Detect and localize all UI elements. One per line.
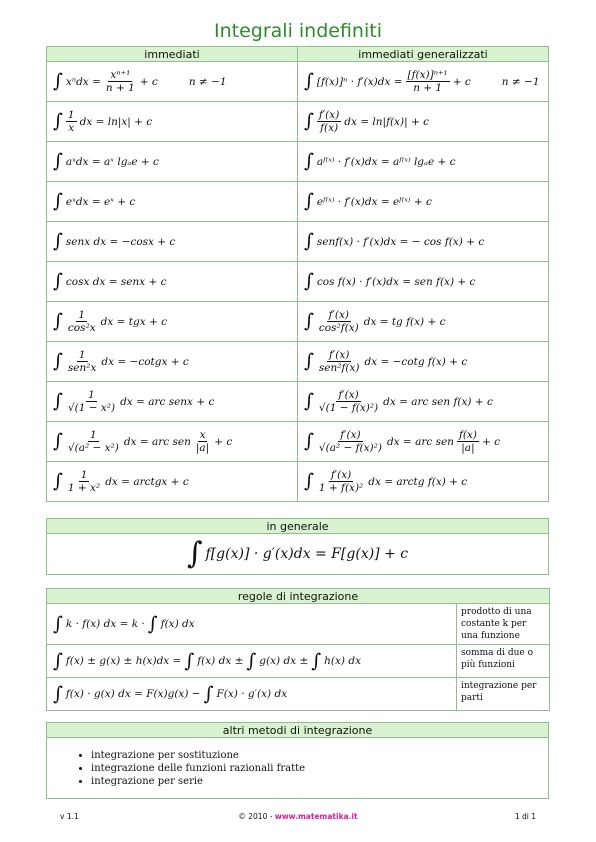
rule-part-3: g(x) dx ± [259, 655, 309, 667]
header-rules: regole di integrazione [47, 589, 550, 604]
formula-cell-left [47, 262, 298, 302]
formula-cell-right [298, 302, 549, 342]
header-immediate: immediati [47, 47, 298, 62]
integral-sign-icon: ∫ [53, 310, 63, 332]
header-other: altri metodi di integrazione [47, 723, 549, 738]
left-denominator: cos²x [67, 322, 96, 334]
right-numerator: f′(x) [338, 389, 359, 401]
table-row [47, 462, 549, 502]
left-rhs: dx = −cotgx + c [101, 355, 189, 368]
integral-sign-icon: ∫ [203, 682, 214, 705]
other-methods-list [47, 749, 548, 788]
left-denominator: √(1 − x²) [67, 402, 116, 414]
integral-sign-icon: ∫ [304, 310, 314, 332]
formula-cell-left [47, 302, 298, 342]
formula-cell-right [298, 182, 549, 222]
rule-formula-cell [47, 678, 457, 711]
right-fraction [317, 389, 380, 414]
left-formula [53, 349, 291, 374]
left-denominator: n + 1 [105, 82, 135, 94]
formula-cell-left [47, 102, 298, 142]
formula-cell-left [47, 462, 298, 502]
table-row [47, 222, 549, 262]
right-lhs: [f(x)]ⁿ · f′(x)dx = [316, 75, 403, 88]
left-expression: cosx dx = senx + c [65, 275, 167, 288]
left-fraction [104, 69, 137, 94]
integral-sign-icon: ∫ [53, 430, 63, 452]
right-denominator: 1 + f(x)² [318, 482, 364, 494]
right-numerator: f′(x) [330, 469, 352, 481]
list-item: • integrazione delle funzioni razionali fratte [91, 762, 548, 775]
right-formula [304, 349, 542, 374]
list-item: • integrazione per serie [91, 775, 548, 788]
footer-page: 1 di 1 [514, 812, 536, 821]
right-numerator: f′(x) [340, 429, 361, 441]
integral-sign-icon: ∫ [53, 470, 63, 492]
left-fraction [66, 469, 102, 494]
right-formula [304, 192, 542, 211]
left-numerator: 1 [88, 389, 95, 401]
right-rhs: dx = arctg f(x) + c [368, 475, 468, 488]
general-formula [47, 534, 549, 575]
formula-cell-left [47, 62, 298, 102]
left-numerator: 1 [78, 309, 86, 321]
right-formula [304, 152, 542, 171]
left-formula [53, 389, 291, 414]
rule-formula [53, 682, 450, 705]
rule-part-1: f(x) · g(x) dx = F(x)g(x) − [65, 688, 201, 700]
right-condition: n ≠ −1 [501, 75, 540, 88]
integral-sign-icon: ∫ [53, 230, 63, 252]
table-row [47, 382, 549, 422]
formula-cell-right [298, 262, 549, 302]
general-rule-table [46, 518, 549, 575]
right-denominator: sen²f(x) [318, 362, 360, 374]
right-formula [304, 109, 542, 134]
integral-sign-icon: ∫ [304, 270, 314, 292]
left-second-numerator: x [199, 429, 206, 441]
integral-sign-icon: ∫ [304, 150, 314, 172]
right-formula [304, 272, 542, 291]
right-formula [304, 429, 542, 454]
formula-cell-left [47, 222, 298, 262]
integral-sign-icon: ∫ [53, 649, 63, 672]
left-formula [53, 469, 291, 494]
left-rhs: dx = arc senx + c [120, 395, 215, 408]
left-formula [53, 109, 291, 134]
header-generalized: immediati generalizzati [298, 47, 549, 62]
left-fraction [66, 389, 117, 414]
right-expression: aᶠ⁽ˣ⁾ · f′(x)dx = aᶠ⁽ˣ⁾ lgₐe + c [316, 155, 456, 168]
rule-description: somma di due o più funzioni [457, 645, 550, 678]
left-rhs: + c [139, 75, 158, 88]
integral-sign-icon: ∫ [304, 430, 314, 452]
header-general: in generale [47, 519, 549, 534]
formula-cell-left [47, 142, 298, 182]
rule-part-2: f(x) dx ± [197, 655, 244, 667]
left-numerator: 1 [67, 109, 75, 121]
left-formula [53, 69, 291, 94]
integral-sign-icon: ∫ [53, 110, 63, 132]
integral-sign-icon: ∫ [311, 649, 322, 672]
formula-cell-right [298, 342, 549, 382]
left-numerator: 1 [80, 469, 88, 481]
left-middle: dx = arc sen [123, 435, 191, 448]
table-row [47, 342, 549, 382]
integral-sign-icon: ∫ [53, 70, 63, 92]
right-fraction [406, 69, 450, 94]
integral-sign-icon: ∫ [53, 150, 63, 172]
left-expression: aˣdx = aˣ lgₐe + c [65, 155, 159, 168]
list-item: • integrazione per sostituzione [91, 749, 548, 762]
right-fraction [317, 109, 341, 134]
formula-cell-left [47, 182, 298, 222]
page-title: Integrali indefiniti [214, 20, 382, 42]
left-rhs: dx = ln|x| + c [79, 115, 153, 128]
left-expression: eˣdx = eˣ + c [65, 195, 136, 208]
table-row [47, 262, 549, 302]
rule-description: prodotto di una costante k per una funzione [457, 604, 550, 645]
formula-cell-left [47, 342, 298, 382]
right-denominator: f(x) [320, 122, 339, 134]
right-second-numerator: f(x) [458, 429, 477, 441]
integral-sign-icon: ∫ [246, 649, 257, 672]
right-fraction [317, 429, 384, 454]
right-second-denominator: |a| [461, 442, 475, 454]
left-second-denominator: |a| [195, 442, 210, 454]
right-rhs: dx = tg f(x) + c [363, 315, 446, 328]
integral-sign-icon: ∫ [53, 390, 63, 412]
right-expression: eᶠ⁽ˣ⁾ · f′(x)dx = eᶠ⁽ˣ⁾ + c [316, 195, 432, 208]
left-formula [53, 309, 291, 334]
rule-formula [53, 612, 450, 635]
footer-copyright [60, 812, 536, 821]
rule-formula-cell [47, 645, 457, 678]
table-row [47, 604, 550, 645]
right-expression: cos f(x) · f′(x)dx = sen f(x) + c [316, 275, 476, 288]
right-rhs: + c [452, 75, 471, 88]
integral-sign-icon: ∫ [304, 350, 314, 372]
left-denominator: x [68, 122, 75, 134]
table-row [47, 422, 549, 462]
left-denominator: sen²x [67, 362, 97, 374]
left-fraction [66, 309, 98, 334]
integral-sign-icon: ∫ [304, 470, 314, 492]
general-formula-text: f[g(x)] · g′(x)dx = F[g(x)] + c [205, 546, 409, 562]
left-fraction [66, 109, 77, 134]
formula-cell-right [298, 222, 549, 262]
integral-sign-icon: ∫ [53, 350, 63, 372]
formula-cell-right [298, 382, 549, 422]
right-fraction [317, 309, 361, 334]
right-rhs: dx = −cotg f(x) + c [364, 355, 468, 368]
right-middle: dx = arc sen [386, 435, 454, 448]
integral-sign-icon: ∫ [304, 230, 314, 252]
right-denominator: √(a² − f(x)²) [318, 442, 382, 454]
left-rhs: dx = tgx + c [100, 315, 167, 328]
integral-sign-icon: ∫ [53, 612, 63, 635]
right-denominator: n + 1 [413, 82, 443, 94]
left-formula [53, 272, 291, 291]
right-numerator: f′(x) [328, 309, 349, 321]
left-fraction [66, 429, 121, 454]
right-numerator: f′(x) [318, 109, 340, 121]
integral-sign-icon: ∫ [184, 649, 195, 672]
formula-cell-right [298, 422, 549, 462]
left-formula [53, 232, 291, 251]
table-row [47, 678, 550, 711]
right-rhs: dx = arc sen f(x) + c [383, 395, 493, 408]
other-methods-table [46, 722, 549, 799]
integral-sign-icon: ∫ [53, 270, 63, 292]
rule-part-2: F(x) · g′(x) dx [216, 688, 288, 700]
left-condition: n ≠ −1 [188, 75, 227, 88]
right-expression: senf(x) · f′(x)dx = − cos f(x) + c [316, 235, 485, 248]
left-lhs: xⁿdx = [65, 75, 101, 88]
table-row [47, 302, 549, 342]
left-rhs: dx = arctgx + c [105, 475, 189, 488]
right-fraction [317, 469, 365, 494]
left-numerator: xⁿ⁺¹ [110, 69, 131, 81]
other-methods-cell [47, 738, 549, 799]
right-formula [304, 232, 542, 251]
right-rhs: dx = ln|f(x)| + c [344, 115, 429, 128]
formula-cell-left [47, 422, 298, 462]
left-numerator: 1 [90, 429, 97, 441]
table-row [47, 62, 549, 102]
integral-sign-icon: ∫ [304, 110, 314, 132]
right-second-fraction [457, 429, 479, 454]
formula-cell-right [298, 462, 549, 502]
left-denominator: √(a² − x²) [67, 442, 119, 454]
formula-cell-right [298, 102, 549, 142]
left-numerator: 1 [78, 349, 86, 361]
immediate-integrals-table [46, 46, 549, 502]
formula-cell-right [298, 142, 549, 182]
table-row [47, 182, 549, 222]
table-row [47, 102, 549, 142]
right-numerator: f′(x) [329, 349, 350, 361]
rule-part-1: k · f(x) dx = k · [65, 618, 145, 630]
right-numerator: [f(x)]ⁿ⁺¹ [407, 69, 448, 81]
rule-formula-cell [47, 604, 457, 645]
footer-version: v 1.1 [60, 812, 79, 821]
rule-part-1: f(x) ± g(x) ± h(x)dx = [65, 655, 182, 667]
site-link[interactable]: www.matematika.it [274, 812, 358, 821]
integral-sign-icon: ∫ [304, 190, 314, 212]
integral-sign-icon: ∫ [53, 190, 63, 212]
copyright-text: © 2010 - [238, 812, 275, 821]
rule-formula [53, 649, 450, 672]
left-expression: senx dx = −cosx + c [65, 235, 176, 248]
right-formula [304, 469, 542, 494]
left-denominator: 1 + x² [67, 482, 101, 494]
right-formula [304, 69, 542, 94]
left-formula [53, 152, 291, 171]
rule-part-2: f(x) dx [160, 618, 195, 630]
table-row [47, 142, 549, 182]
right-rhs: + c [481, 435, 500, 448]
left-rhs: + c [214, 435, 233, 448]
left-formula [53, 192, 291, 211]
integration-rules-table [46, 588, 550, 711]
formula-cell-left [47, 382, 298, 422]
left-formula [53, 429, 291, 454]
table-row [47, 645, 550, 678]
integral-sign-icon: ∫ [186, 536, 203, 571]
formula-cell-right [298, 62, 549, 102]
left-fraction [66, 349, 99, 374]
integral-sign-icon: ∫ [147, 612, 158, 635]
right-fraction [317, 349, 362, 374]
integral-sign-icon: ∫ [53, 682, 63, 705]
integral-sign-icon: ∫ [304, 70, 314, 92]
right-formula [304, 389, 542, 414]
rule-description: integrazione per parti [457, 678, 550, 711]
right-denominator: cos²f(x) [318, 322, 359, 334]
integral-sign-icon: ∫ [304, 390, 314, 412]
right-formula [304, 309, 542, 334]
rule-part-4: h(x) dx [324, 655, 362, 667]
left-second-fraction [194, 429, 211, 454]
right-denominator: √(1 − f(x)²) [318, 402, 379, 414]
